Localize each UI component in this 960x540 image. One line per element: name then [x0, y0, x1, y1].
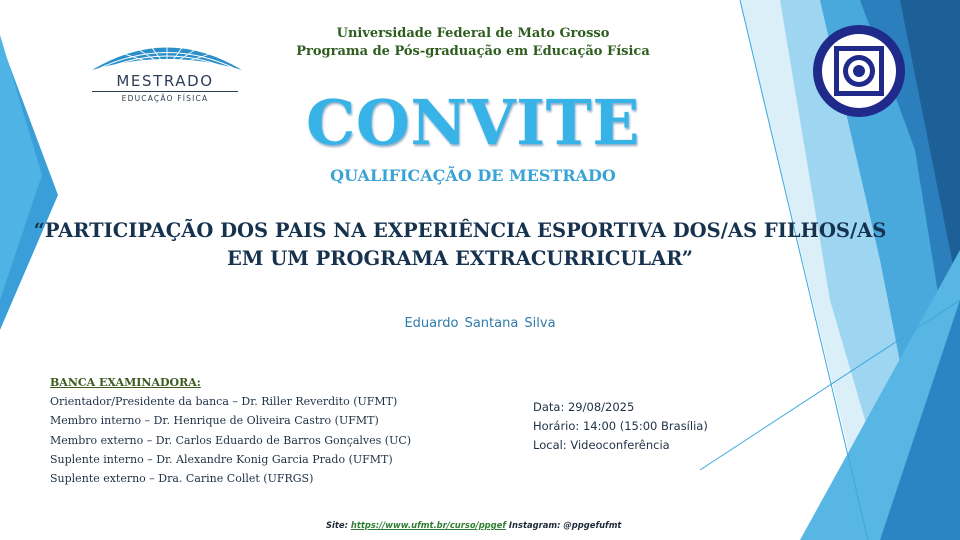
thesis-title	[30, 217, 890, 273]
thesis-line-1: “PARTICIPAÇÃO DOS PAIS NA EXPERIÊNCIA ESPORTIVA DOS/AS FILHOS/AS	[33, 219, 887, 242]
university-name: Universidade Federal de Mato Grosso	[336, 26, 610, 41]
logo-divider	[92, 91, 238, 92]
logo-subtitle: EDUCAÇÃO FÍSICA	[121, 94, 209, 103]
event-subtitle: QUALIFICAÇÃO DE MESTRADO	[330, 166, 616, 185]
footer	[326, 520, 621, 530]
banca-section	[50, 373, 530, 488]
site-link[interactable]: https://www.ufmt.br/curso/ppgef	[350, 520, 506, 530]
banca-member: Suplente externo – Dra. Carine Collet (UFRGS)	[50, 472, 314, 486]
thesis-line-2: EM UM PROGRAMA EXTRACURRICULAR”	[227, 247, 693, 270]
event-time: Horário: 14:00 (15:00 Brasília)	[533, 419, 708, 433]
heading-convite: CONVITE	[305, 86, 641, 159]
author-name: Eduardo Santana Silva	[404, 316, 556, 331]
header	[290, 25, 656, 61]
instagram-handle: Instagram: @ppgefufmt	[508, 520, 622, 530]
banca-member: Orientador/Presidente da banca – Dr. Riller Reverdito (UFMT)	[50, 395, 398, 409]
event-location: Local: Videoconferência	[533, 438, 670, 452]
banca-member: Membro interno – Dr. Henrique de Oliveira Castro (UFMT)	[50, 414, 379, 428]
program-name: Programa de Pós-graduação em Educação Física	[296, 44, 650, 59]
banca-member: Suplente interno – Dr. Alexandre Konig Garcia Prado (UFMT)	[50, 452, 393, 466]
event-date: Data: 29/08/2025	[533, 400, 635, 414]
logo-title: MESTRADO	[116, 72, 214, 90]
banca-title: BANCA EXAMINADORA:	[50, 376, 201, 389]
ufmt-seal-icon	[812, 24, 906, 118]
banca-member: Membro externo – Dr. Carlos Eduardo de Barros Gonçalves (UC)	[50, 433, 412, 447]
event-info	[533, 398, 773, 455]
site-label: Site:	[326, 520, 348, 530]
